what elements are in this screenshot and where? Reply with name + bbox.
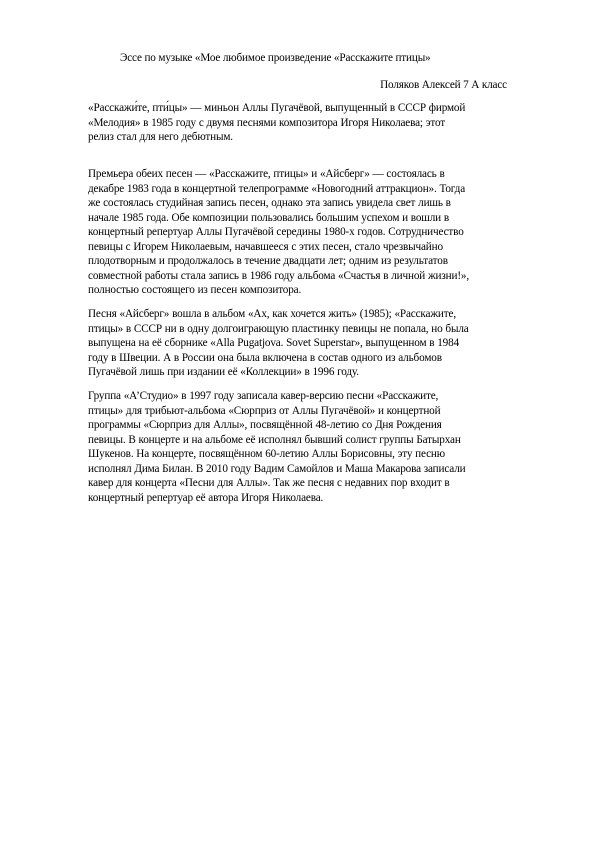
text-line: программы «Сюрприз для Аллы», посвящённой 48-летию со Дня Рождения	[88, 419, 442, 431]
text-line: совместной работы стала запись в 1986 году альбома «Счастья в личной жизни!»,	[88, 269, 469, 282]
text-line: кавер для концерта «Песни для Аллы». Так же песня с недавних пор входит в	[88, 477, 450, 489]
text-line: «Мелодия» в 1985 году с двумя песнями композитора Игоря Николаева; этот	[88, 116, 446, 129]
text-line: плодотворным и продолжалось в течение двадцати лет; одним из результатов	[88, 255, 448, 267]
paragraph-4	[88, 389, 513, 505]
text-line: концертный репертуар её автора Игоря Николаева.	[88, 491, 324, 504]
text-line: исполнял Дима Билан. В 2010 году Вадим Самойлов и Маша Макарова записали	[88, 462, 466, 475]
text-line: году в Швеции. А в России она была включена в состав одного из альбомов	[88, 351, 442, 364]
text-line: выпущена на её сборнике «Alla Pugatjova. Sovet Superstar», выпущенном в 1984	[88, 337, 460, 349]
essay-title: Эссе по музыке «Мое любимое произведение «Расскажите птицы»	[120, 52, 431, 64]
text-line: начале 1985 года. Обе композиции пользовались большим успехом и вошли в	[88, 211, 449, 224]
text-line: певицы. В концерте и на альбоме её исполнял бывший солист группы Батырхан	[88, 433, 461, 446]
text-line: же состоялась студийная запись песен, однако эта запись увидела свет лишь в	[88, 197, 451, 209]
text-line: Шукенов. На концерте, посвящённом 60-летию Аллы Борисовны, эту песню	[88, 448, 445, 460]
text-line: Группа «А’Студио» в 1997 году записала кавер-версию песни «Расскажите,	[88, 390, 439, 402]
text-line: релиз стал для него дебютным.	[88, 131, 233, 143]
text-line: Песня «Айсберг» вошла в альбом «Ах, как хочется жить» (1985); «Расскажите,	[88, 308, 456, 320]
author-line: Поляков Алексей 7 А класс	[380, 79, 507, 91]
text-line: Пугачёвой лишь при издании её «Коллекции» в 1996 году.	[88, 366, 359, 378]
paragraph-2	[88, 167, 513, 298]
text-line: певицы с Игорем Николаевым, начавшееся с этих песен, стало чрезвычайно	[88, 240, 443, 253]
paragraph-3	[88, 307, 513, 380]
text-line: птицы» в СССР ни в одну долгоиграющую пластинку певицы не попала, но была	[88, 322, 469, 335]
text-line: птицы» для трибьют-альбома «Сюрприз от Аллы Пугачёвой» и концертной	[88, 404, 441, 417]
text-line: декабре 1983 года в концертной телепрограмме «Новогодний аттракцион». Тогда	[88, 182, 466, 195]
paragraph-1	[88, 101, 513, 145]
text-line: концертный репертуар Аллы Пугачёвой середины 1980-х годов. Сотрудничество	[88, 226, 464, 238]
text-line: полностью состоящего из песен композитора.	[88, 284, 302, 296]
text-line: Премьера обеих песен — «Расскажите, птицы» и «Айсберг» — состоялась в	[88, 168, 445, 180]
text-line: «Расскажи́те, пти́цы» — миньон Аллы Пугачёвой, выпущенный в СССР фирмой	[88, 102, 466, 114]
